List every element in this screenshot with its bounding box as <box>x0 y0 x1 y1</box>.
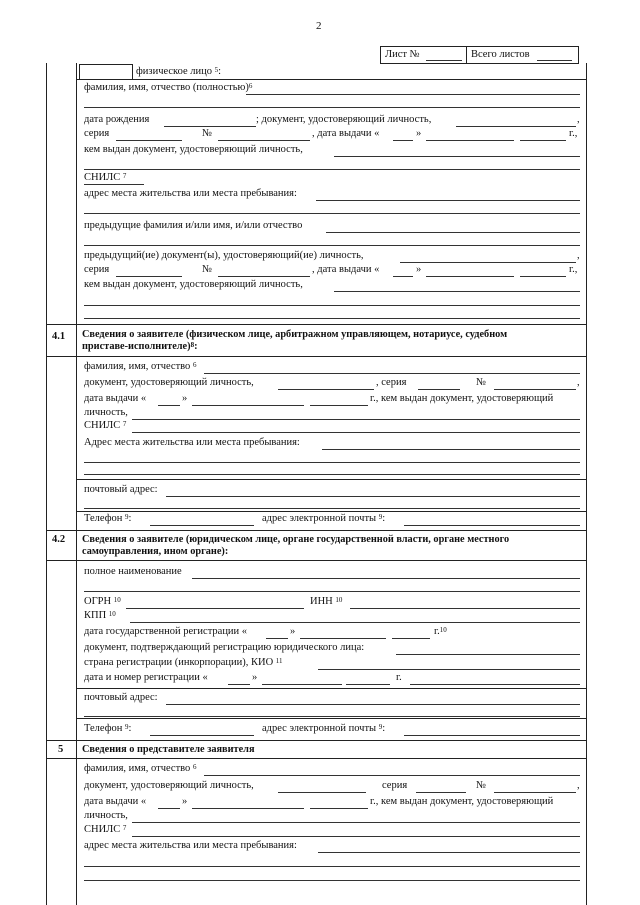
s41-postal-label: почтовый адрес: <box>84 484 158 495</box>
s41-issue-date-label: дата выдачи « <box>84 393 147 404</box>
s42-phone-field[interactable] <box>150 735 254 736</box>
s42-doc-reg-label: документ, подтверждающий регистрацию юридического лица: <box>84 642 365 653</box>
s41-personality-field[interactable] <box>132 419 580 420</box>
s4-address-field[interactable] <box>316 200 580 201</box>
s42-full-name-label: полное наименование <box>84 566 182 577</box>
s4-issued-by2-field-2[interactable] <box>84 305 580 306</box>
s42-reg-day2-field[interactable] <box>228 684 250 685</box>
s5-id-doc-label: документ, удостоверяющий личность, <box>84 780 254 791</box>
s5-title: Сведения о представителе заявителя <box>82 744 255 755</box>
s42-reg-year-field[interactable] <box>392 638 430 639</box>
person-type-label: физическое лицо $^5$: <box>136 66 222 77</box>
s42-email-field[interactable] <box>404 735 580 736</box>
s42-inn-label: ИНН $^{10}$ <box>310 596 343 607</box>
s4-series-label: серия <box>84 128 110 139</box>
s4-issue-year2-field[interactable] <box>520 276 566 277</box>
s42-doc-reg-field[interactable] <box>396 654 580 655</box>
s41-email-field[interactable] <box>404 525 580 526</box>
s5-fio-label: фамилия, имя, отчество $^6$ <box>84 763 197 774</box>
s42-reg-number-field[interactable] <box>410 684 580 685</box>
s42-inn-field[interactable] <box>350 608 580 609</box>
s42-title-2: самоуправления, ином органе): <box>82 546 229 557</box>
s4-issued-by-label: кем выдан документ, удостоверяющий личность, <box>84 144 303 155</box>
s4-issue-date2-label: , дата выдачи « <box>312 264 380 275</box>
s41-fio-label: фамилия, имя, отчество $^6$ <box>84 361 197 372</box>
s41-issue-day-field[interactable] <box>158 405 180 406</box>
total-sheets-label: Всего листов <box>471 49 530 60</box>
s5-issue-month-field[interactable] <box>192 808 304 809</box>
s4-issued-by2-field[interactable] <box>334 291 580 292</box>
s4-birth-date-field[interactable] <box>164 126 256 127</box>
s42-postal-label: почтовый адрес: <box>84 692 158 703</box>
table-border-left <box>46 63 47 905</box>
s4-id-doc-field[interactable] <box>456 126 576 127</box>
s41-address-field[interactable] <box>322 449 580 450</box>
s5-series-label: серия <box>382 780 408 791</box>
s42-full-name-field[interactable] <box>192 578 580 579</box>
s4-series-field[interactable] <box>116 140 182 141</box>
s41-issue-year-field[interactable] <box>310 405 368 406</box>
s4-number-field[interactable] <box>218 140 310 141</box>
s4-fio-field[interactable] <box>246 94 580 95</box>
table-border-num <box>76 63 77 905</box>
s4-prev-names-label: предыдущие фамилия и/или имя, и/или отчество <box>84 220 303 231</box>
s5-personality-field[interactable] <box>132 822 580 823</box>
s42-postal-field-2[interactable] <box>84 716 580 717</box>
total-sheets-field[interactable] <box>537 60 572 61</box>
s4-address-field-2[interactable] <box>84 213 580 214</box>
s42-kpp-field[interactable] <box>130 622 580 623</box>
s5-issued-by-label: г., кем выдан документ, удостоверяющий <box>370 796 554 807</box>
s41-snils-label: СНИЛС $^7$ <box>84 420 127 431</box>
s4-issued-by2-label: кем выдан документ, удостоверяющий личность, <box>84 279 303 290</box>
s5-snils-field[interactable] <box>132 836 580 837</box>
s5-issue-year-field[interactable] <box>310 808 368 809</box>
s5-address-field-2[interactable] <box>84 866 580 867</box>
s5-number-label: № <box>476 780 487 791</box>
s42-number: 4.2 <box>52 534 66 545</box>
sheet-number-label: Лист № <box>385 49 420 60</box>
s42-reg-month2-field[interactable] <box>262 684 342 685</box>
s5-address-label: адрес места жительства или места пребывания: <box>84 840 297 851</box>
s5-address-field[interactable] <box>318 852 580 853</box>
s41-number-label: № <box>476 377 487 388</box>
s4-fio-field-2[interactable] <box>84 107 580 108</box>
s42-country-label: страна регистрации (инкорпорации), КИО $^{11}$ <box>84 657 283 668</box>
s4-issued-by-field[interactable] <box>334 156 580 157</box>
table-border-right <box>586 63 587 905</box>
s41-issue-month-field[interactable] <box>192 405 304 406</box>
s41-address-field-3[interactable] <box>84 474 580 475</box>
s4-fio-label: фамилия, имя, отчество (полностью)$^6$ <box>84 82 253 93</box>
s4-number2-label: № <box>202 264 213 275</box>
s4-issue-date-label: , дата выдачи « <box>312 128 380 139</box>
s42-kpp-label: КПП $^{10}$ <box>84 610 116 621</box>
s4-id-doc-label: ; документ, удостоверяющий личность, <box>256 114 432 125</box>
s5-id-doc-field[interactable] <box>278 792 366 793</box>
s42-reg-day-field[interactable] <box>266 638 288 639</box>
s4-series2-label: серия <box>84 264 110 275</box>
s41-address-label: Адрес места жительства или места пребывания: <box>84 437 300 448</box>
s41-id-doc-label: документ, удостоверяющий личность, <box>84 377 254 388</box>
s41-fio-field[interactable] <box>204 373 580 374</box>
s4-issue-day2-field[interactable] <box>393 276 413 277</box>
s41-number-field[interactable] <box>494 389 576 390</box>
s41-phone-field[interactable] <box>150 525 254 526</box>
s41-email-label: адрес электронной почты $^9$: <box>262 513 386 524</box>
s42-full-name-field-2[interactable] <box>84 591 580 592</box>
s5-personality-label: личность, <box>84 810 128 821</box>
s4-number-label: № <box>202 128 213 139</box>
s41-issued-by-label: г., кем выдан документ, удостоверяющий <box>370 393 554 404</box>
s5-issue-date-label: дата выдачи « <box>84 796 147 807</box>
s42-reg-month-field[interactable] <box>300 638 386 639</box>
s4-prev-names-field-2[interactable] <box>84 245 580 246</box>
s41-postal-field[interactable] <box>166 496 580 497</box>
s42-email-label: адрес электронной почты $^9$: <box>262 723 386 734</box>
s4-number2-field[interactable] <box>218 276 310 277</box>
s41-id-doc-field[interactable] <box>278 389 374 390</box>
s4-snils-label: СНИЛС $^7$ <box>84 172 127 183</box>
s5-snils-label: СНИЛС $^7$ <box>84 824 127 835</box>
s41-address-field-2[interactable] <box>84 462 580 463</box>
s4-issue-month2-field[interactable] <box>426 276 514 277</box>
s5-number: 5 <box>58 744 64 755</box>
s41-snils-field[interactable] <box>132 432 580 433</box>
s4-prev-docs-field[interactable] <box>400 262 576 263</box>
s4-issue-day-field[interactable] <box>393 140 413 141</box>
s42-phone-label: Телефон $^9$: <box>84 723 132 734</box>
s41-series-label: , серия <box>376 377 407 388</box>
s42-postal-field[interactable] <box>166 704 580 705</box>
s4-birth-date-label: дата рождения <box>84 114 150 125</box>
s41-number: 4.1 <box>52 331 66 342</box>
s41-title: Сведения о заявителе (физическом лице, арбитражном управляющем, нотариусе, судебном <box>82 329 508 340</box>
s41-title-2: приставе-исполнителе)$^8$: <box>82 341 198 352</box>
s4-prev-docs-label: предыдущий(ие) документ(ы), удостоверяющий(ие) личность, <box>84 250 364 261</box>
s41-postal-field-2[interactable] <box>84 508 580 509</box>
s4-issued-by-field-2[interactable] <box>84 169 580 170</box>
s42-country-field[interactable] <box>318 669 580 670</box>
checkbox-individual[interactable] <box>79 64 133 80</box>
s5-issue-day-field[interactable] <box>158 808 180 809</box>
s42-title: Сведения о заявителе (юридическом лице, органе государственной власти, органе местного <box>82 534 510 545</box>
s42-ogrn-field[interactable] <box>126 608 304 609</box>
s4-issue-month-field[interactable] <box>426 140 514 141</box>
s5-number-field[interactable] <box>494 792 576 793</box>
s42-date-num-label: дата и номер регистрации « <box>84 672 208 683</box>
s41-phone-label: Телефон $^9$: <box>84 513 132 524</box>
s42-reg-date-label: дата государственной регистрации « <box>84 626 248 637</box>
s42-ogrn-label: ОГРН $^{10}$ <box>84 596 121 607</box>
s4-snils-field[interactable] <box>84 184 144 185</box>
s41-series-field[interactable] <box>418 389 460 390</box>
s4-issue-year-field[interactable] <box>520 140 566 141</box>
s41-personality-label: личность, <box>84 407 128 418</box>
s4-series2-field[interactable] <box>116 276 182 277</box>
s5-address-field-3[interactable] <box>84 880 580 881</box>
s4-issued-by2-field-3[interactable] <box>84 318 580 319</box>
s4-address-label: адрес места жительства или места пребывания: <box>84 188 297 199</box>
s42-reg-year2-field[interactable] <box>346 684 390 685</box>
s5-series-field[interactable] <box>416 792 466 793</box>
s5-fio-field[interactable] <box>204 775 580 776</box>
sheet-number-field[interactable] <box>426 60 462 61</box>
page-number: 2 <box>316 20 322 32</box>
s4-prev-names-field[interactable] <box>326 232 580 233</box>
